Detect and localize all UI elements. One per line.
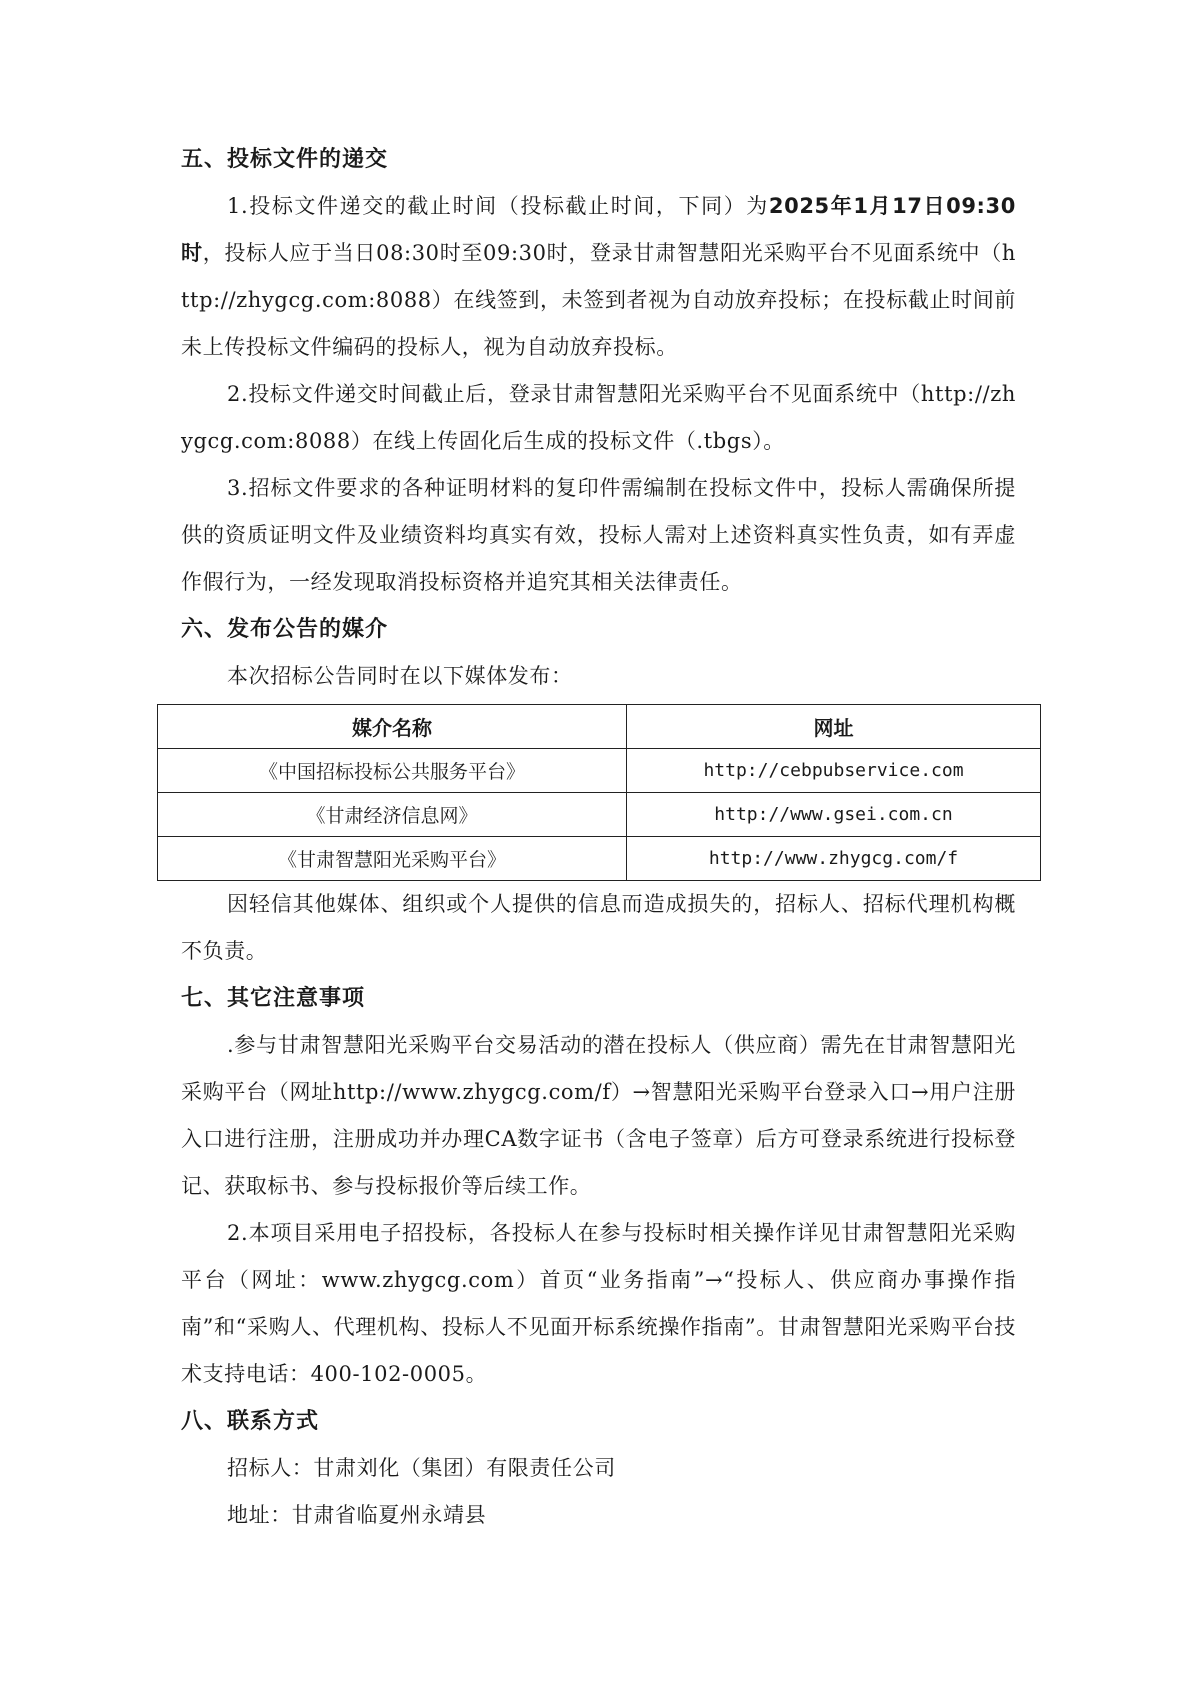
deadline-datetime: 2025年1月17日09:30时 [181,194,1016,265]
media-url-cell: http://www.zhygcg.com/f [627,837,1041,881]
section-6-intro: 本次招标公告同时在以下媒体发布： [227,664,573,688]
tenderer-line: 招标人：甘肃刘化（集团）有限责任公司 [227,1456,616,1480]
section-7-paragraph-2: 2.本项目采用电子招投标，各投标人在参与投标时相关操作详见甘肃智慧阳光采购平台（网址：www.zhygcg.com）首页“业务指南”→“投标人、供应商办事操作指南”和“采购人、代理机构、投标人不见面开标系统操作指南”。甘肃智慧阳光采购平台技术支持电话：400-102-0005。 [181,1221,1016,1386]
media-table [157,704,1041,881]
media-name-cell: 《甘肃经济信息网》 [158,793,627,837]
section-5-title: 五、投标文件的递交 [181,147,389,172]
media-name-cell: 《甘肃智慧阳光采购平台》 [158,837,627,881]
document-body [181,136,1016,1539]
section-7-paragraph-1: .参与甘肃智慧阳光采购平台交易活动的潜在投标人（供应商）需先在甘肃智慧阳光采购平台（网址http://www.zhygcg.com/f）→智慧阳光采购平台登录入口→用户注册入口进行注册，注册成功并办理CA数字证书（含电子签章）后方可登录系统进行投标登记、获取标书、参与投标报价等后续工作。 [181,1033,1016,1198]
media-url-cell: http://cebpubservice.com [627,749,1041,793]
media-url-header: 网址 [627,705,1041,749]
section-5-paragraph-3: 3.招标文件要求的各种证明材料的复印件需编制在投标文件中，投标人需确保所提供的资质证明文件及业绩资料均真实有效，投标人需对上述资料真实性负责，如有弄虚作假行为，一经发现取消投标资格并追究其相关法律责任。 [181,476,1016,594]
media-name-cell: 《中国招标投标公共服务平台》 [158,749,627,793]
deadline-text-a: 1.投标文件递交的截止时间（投标截止时间，下同）为 [227,194,769,218]
address-line: 地址：甘肃省临夏州永靖县 [227,1503,487,1527]
media-name-header: 媒介名称 [158,705,627,749]
section-5-paragraph-2: 2.投标文件递交时间截止后，登录甘肃智慧阳光采购平台不见面系统中（http://zhygcg.com:8088）在线上传固化后生成的投标文件（.tbgs）。 [181,382,1016,453]
media-url-cell: http://www.gsei.com.cn [627,793,1041,837]
table-row [158,749,1041,793]
section-8-title: 八、联系方式 [181,1409,320,1434]
section-6-title: 六、发布公告的媒介 [181,617,389,642]
deadline-text-b: ，投标人应于当日08:30时至09:30时，登录甘肃智慧阳光采购平台不见面系统中（http://zhygcg.com:8088）在线签到，未签到者视为自动放弃投标；在投标截止时间前未上传投标文件编码的投标人，视为自动放弃投标。 [181,241,1016,359]
section-7-title: 七、其它注意事项 [181,986,366,1011]
table-row [158,837,1041,881]
media-table-header-row [158,705,1041,749]
table-row [158,793,1041,837]
section-5-paragraph-1 [181,183,1016,371]
section-6-disclaimer: 因轻信其他媒体、组织或个人提供的信息而造成损失的，招标人、招标代理机构概不负责。 [181,892,1016,963]
